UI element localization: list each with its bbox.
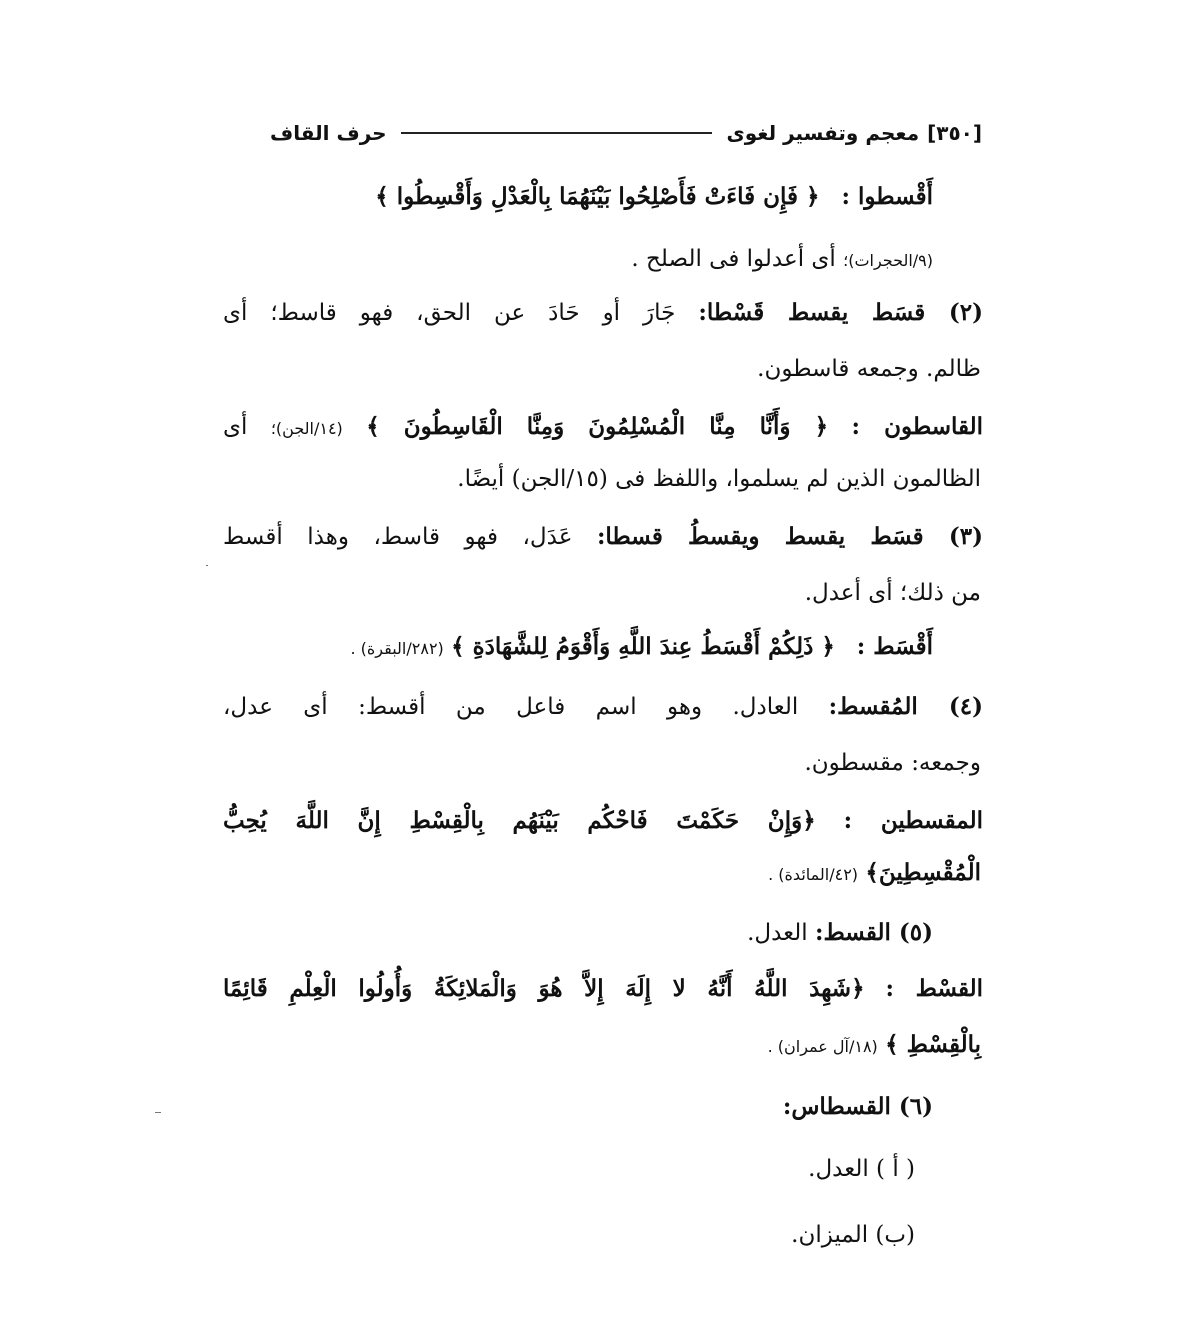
scan-speck xyxy=(206,565,208,566)
entry-headword: (٥) القسط: xyxy=(814,919,933,946)
entry-muqsit-line2 xyxy=(804,746,981,780)
entry-qasata-3-line2 xyxy=(805,576,981,610)
definition-text: الظالمون الذين لم يسلموا، واللفظ فى (١٥/الجن) أيضًا. xyxy=(457,466,981,492)
verse-reference: (٩/الحجرات)؛ xyxy=(843,251,933,270)
book-title: معجم وتفسير لغوى xyxy=(726,121,920,145)
definition-text: العادل. وهو اسم فاعل من أقسط: أى عدل، xyxy=(223,694,799,720)
entry-aqsitu-line2 xyxy=(631,242,933,278)
definition-text: جَارَ أو حَادَ عن الحق، فهو قاسط؛ أى xyxy=(223,300,676,326)
running-header xyxy=(270,118,982,148)
entry-headword: (٣) قسَط يقسط ويقسطُ قسطا: xyxy=(596,523,983,550)
list-item: (ب) الميزان. xyxy=(791,1222,915,1248)
definition-text: من ذلك؛ أى أعدل. xyxy=(804,580,981,606)
scan-speck xyxy=(155,1112,161,1113)
quran-verse: الْمُقْسِطِينَ﴾ xyxy=(865,859,981,886)
quran-verse: ﴿وَإِنْ حَكَمْتَ فَاحْكُم بَيْنَهُم بِالْقِسْطِ إِنَّ اللَّهَ يُحِبُّ xyxy=(223,807,816,834)
header-rule xyxy=(401,132,713,134)
entry-qasitun-line2 xyxy=(457,462,981,496)
quran-verse: ﴿شَهِدَ اللَّهُ أَنَّهُ لا إِلَهَ إِلاَّ هُوَ وَالْمَلائِكَةُ وَأُولُوا الْعِلْمِ قَائِمًا xyxy=(223,975,865,1002)
entry-qasitun-line1 xyxy=(223,410,983,446)
quran-verse: بِالْقِسْطِ ﴾ xyxy=(885,1031,981,1058)
page-number: [٣٥٠] xyxy=(927,121,982,145)
entry-qasata-3-line1 xyxy=(223,520,983,554)
entry-headword: (٤) المُقسط: xyxy=(828,693,983,720)
definition-text: عَدَل، فهو قاسط، وهذا أقسط xyxy=(223,524,573,550)
entry-headword: المقسطين : xyxy=(843,807,984,834)
entry-qasata-2-line1 xyxy=(223,296,983,330)
verse-reference: (٤٢/المائدة) . xyxy=(768,865,859,884)
quran-verse: ﴿ فَإِن فَاءَتْ فَأَصْلِحُوا بَيْنَهُمَا بِالْعَدْلِ وَأَقْسِطُوا ﴾ xyxy=(375,183,820,210)
entry-qist-line1 xyxy=(223,972,983,1006)
entry-headword: القسْط : xyxy=(885,975,983,1002)
entry-qistas-line1 xyxy=(783,1090,933,1124)
entry-qasata-2-line2 xyxy=(757,352,981,386)
entry-qist-5-line1 xyxy=(747,916,933,950)
entry-headword: القاسطون : xyxy=(851,413,984,440)
verse-reference: (٢٨٢/البقرة) . xyxy=(350,639,444,658)
section-title: حرف القاف xyxy=(270,121,387,145)
verse-reference: (١٤/الجن)؛ xyxy=(270,419,343,438)
entry-headword: أَقْسطوا : xyxy=(841,183,933,210)
quran-verse: ﴿ ذَلِكُمْ أَقْسَطُ عِندَ اللَّهِ وَأَقْوَمُ لِلشَّهَادَةِ ﴾ xyxy=(451,633,835,660)
list-item: ( أ ) العدل. xyxy=(808,1156,915,1182)
entry-qist-line2 xyxy=(768,1028,981,1064)
entry-muqsitin-line2 xyxy=(768,856,981,892)
quran-verse: ﴿ وَأَنَّا مِنَّا الْمُسْلِمُونَ وَمِنَّا الْقَاسِطُونَ ﴾ xyxy=(366,413,829,440)
entry-muqsitin-line1 xyxy=(223,804,983,838)
definition-text: أى أعدلوا فى الصلح . xyxy=(631,246,836,272)
entry-aqsat-line1 xyxy=(350,630,933,666)
entry-headword: (٢) قسَط يقسط قَسْطا: xyxy=(698,299,984,326)
definition-text: ظالم. وجمعه قاسطون. xyxy=(757,356,981,382)
entry-headword: (٦) القسطاس: xyxy=(782,1093,933,1120)
entry-headword: أَقْسَط : xyxy=(856,633,933,660)
definition-text: أى xyxy=(223,414,248,440)
entry-muqsit-line1 xyxy=(223,690,983,724)
entry-aqsitu-line1 xyxy=(375,180,933,214)
definition-text: وجمعه: مقسطون. xyxy=(804,750,981,776)
verse-reference: (١٨/آل عمران) . xyxy=(767,1037,878,1056)
definition-text: العدل. xyxy=(747,920,808,946)
